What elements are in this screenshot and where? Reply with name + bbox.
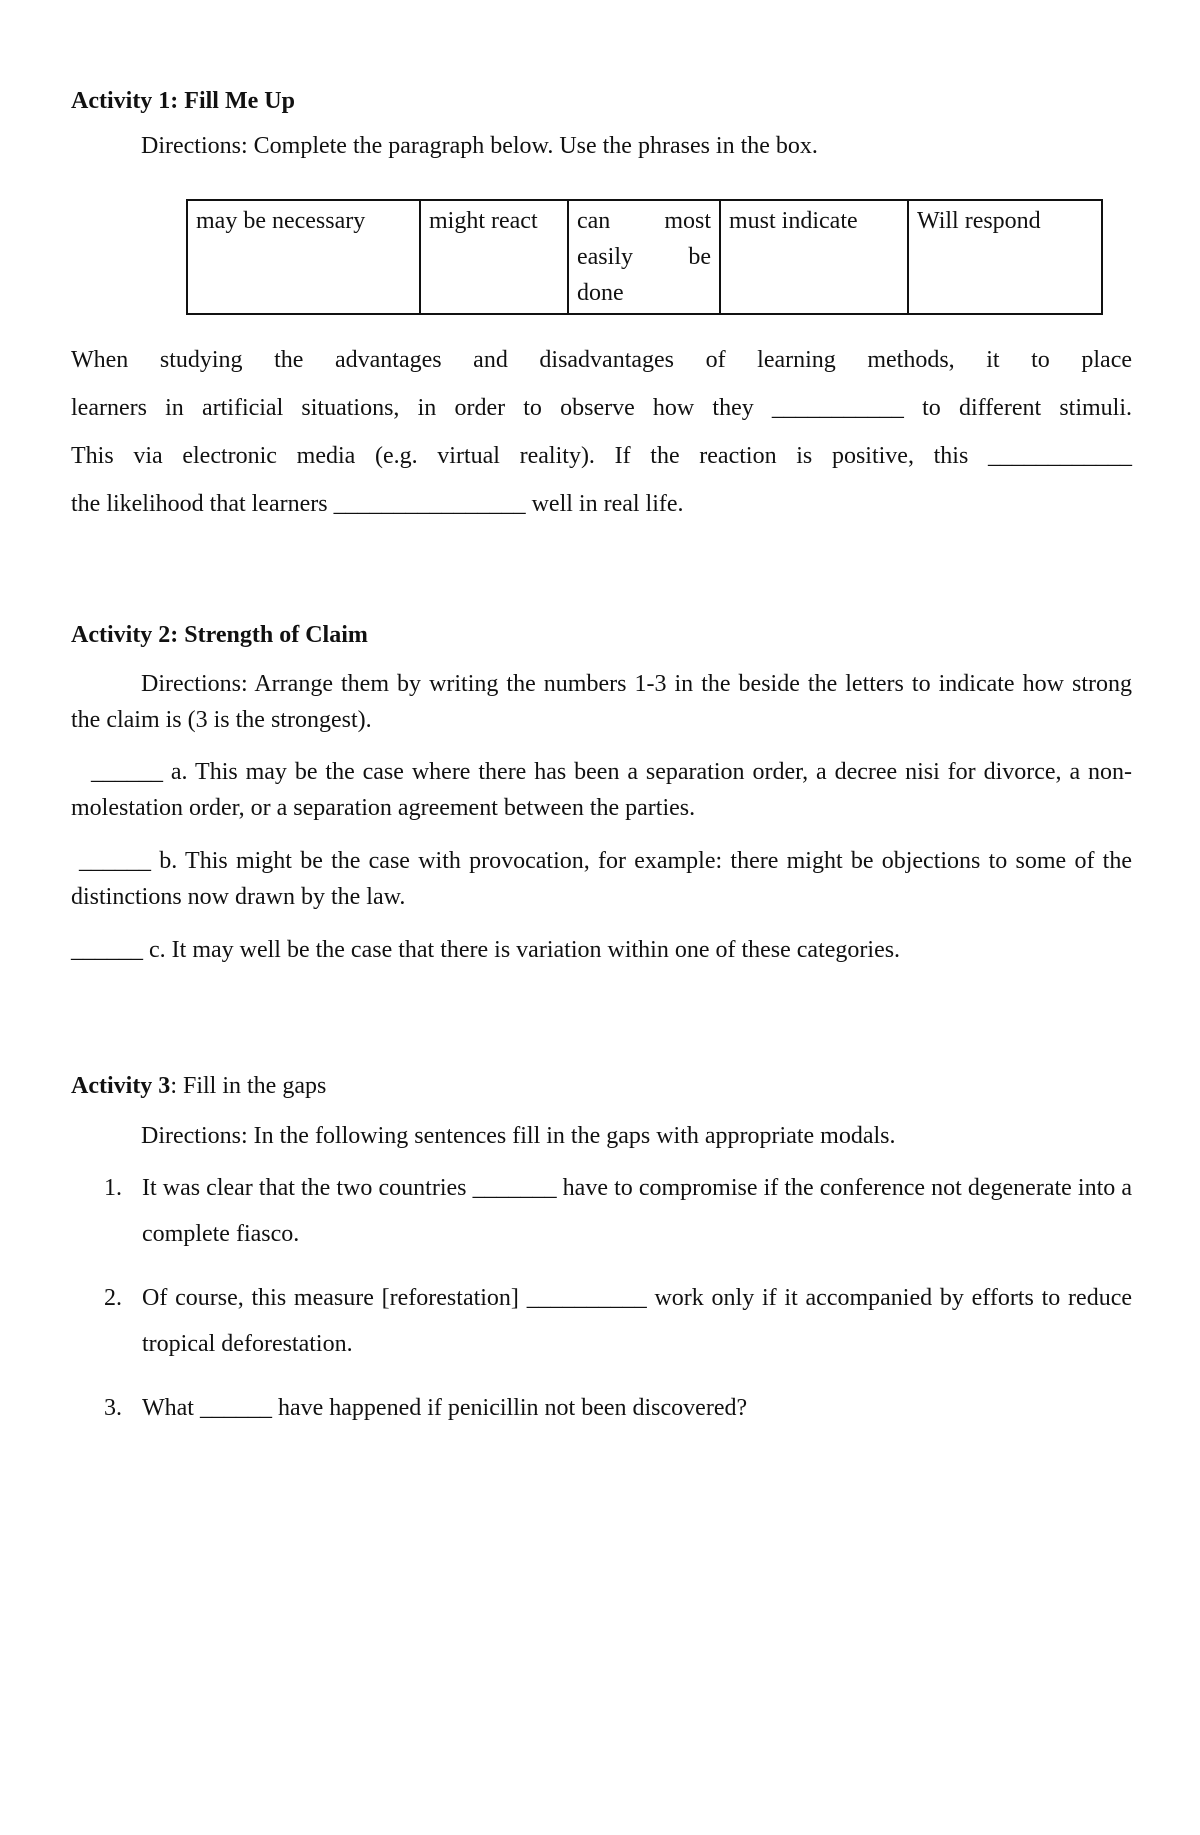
paragraph-line: learners in artificial situations, in order to observe how they ___________ to different stimuli. [71, 395, 1132, 421]
list-item [92, 1275, 1132, 1367]
paragraph-line: This via electronic media (e.g. virtual reality). If the reaction is positive, this ____________ [71, 443, 1132, 469]
sentence-text: Of course, this measure [reforestation] __________ work only if it accompanied by efforts to reduce tropical deforestation. [142, 1285, 1132, 1357]
phrase-cell: might react [420, 200, 568, 314]
activity-3-title-rest: : Fill in the gaps [170, 1073, 327, 1099]
activity-1-paragraph [71, 336, 1132, 528]
sentence-text: It was clear that the two countries _______ have to compromise if the conference not degenerate into a complete fiasco. [142, 1175, 1132, 1247]
phrase-cell: may be necessary [187, 200, 420, 314]
activity-3-title [71, 1071, 326, 1101]
activity-2-title: Activity 2: Strength of Claim [71, 622, 368, 648]
phrase-cell: must indicate [720, 200, 908, 314]
paragraph-line: When studying the advantages and disadvantages of learning methods, it to place [71, 347, 1132, 373]
activity-3-title-bold: Activity 3 [71, 1073, 171, 1099]
activity-3-directions: Directions: In the following sentences fill in the gaps with appropriate modals. [141, 1123, 896, 1149]
claim-item-b: ______ b. This might be the case with provocation, for example: there might be objections to some of the distinctions now drawn by the law. [71, 848, 1132, 910]
modal-sentence-list [92, 1165, 1132, 1449]
list-item [92, 1385, 1132, 1431]
phrase-cell: can most easily be done [568, 200, 720, 314]
activity-1-directions: Directions: Complete the paragraph below. Use the phrases in the box. [141, 133, 818, 159]
claim-item-c: ______ c. It may well be the case that there is variation within one of these categories. [71, 937, 901, 963]
list-item [92, 1165, 1132, 1257]
phrase-cell: Will respond [908, 200, 1102, 314]
phrase-box [186, 199, 1103, 315]
claim-item-a: ______ a. This may be the case where there has been a separation order, a decree nisi for divorce, a non-molestation order, or a separation agreement between the parties. [71, 759, 1132, 821]
activity-1-title: Activity 1: Fill Me Up [71, 88, 295, 114]
list-number: 2. [104, 1285, 122, 1311]
list-number: 1. [104, 1175, 122, 1201]
list-number: 3. [104, 1395, 122, 1421]
activity-2-directions: Directions: Arrange them by writing the numbers 1-3 in the beside the letters to indicate how strong the claim is (3 is the strongest). [71, 671, 1132, 733]
paragraph-line: the likelihood that learners ________________ well in real life. [71, 491, 684, 517]
sentence-text: What ______ have happened if penicillin not been discovered? [142, 1395, 748, 1421]
